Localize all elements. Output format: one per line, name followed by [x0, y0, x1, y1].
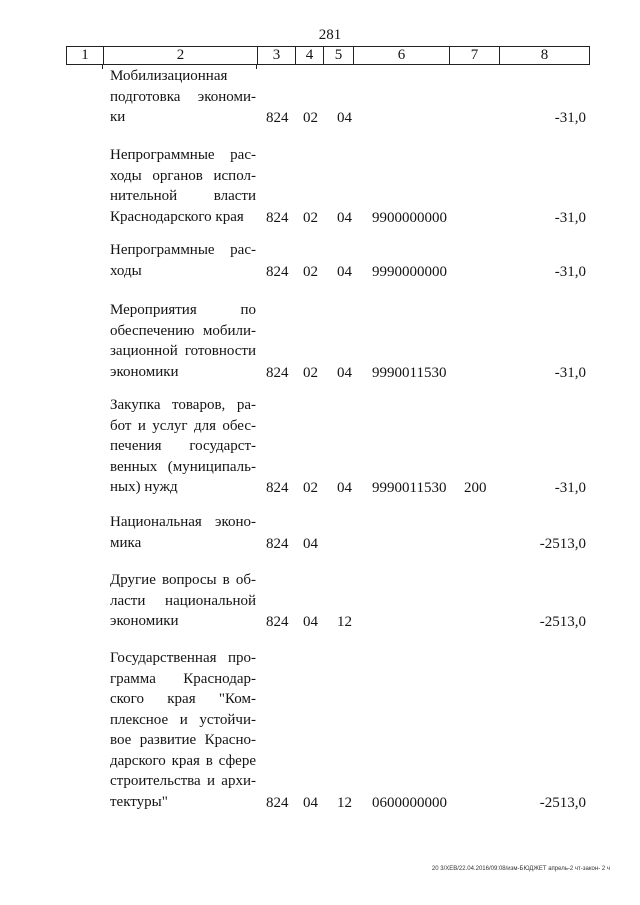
header-col-5: 5 — [323, 47, 353, 64]
row-name — [110, 648, 256, 812]
row-name-line: экономики — [110, 613, 179, 629]
row-name-line: строительства и архи- — [110, 773, 256, 789]
cell-c5: 04 — [337, 263, 352, 280]
cell-c3: 824 — [266, 263, 289, 280]
cell-c4: 04 — [303, 794, 318, 811]
row-name-line: ки — [110, 109, 126, 125]
cell-c6: 9900000000 — [372, 209, 447, 226]
row-name — [110, 300, 256, 382]
cell-c8: -31,0 — [554, 110, 586, 126]
row-name-line: мика — [110, 534, 142, 551]
cell-c7: 200 — [464, 480, 487, 496]
cell-c8: -31,0 — [554, 263, 586, 280]
row-name-line: вое развитие Красно- — [110, 732, 256, 748]
row-name-line: обеспечению мобили- — [110, 322, 256, 339]
header-divider-tick — [102, 64, 103, 69]
row-name-line: Мероприятия по — [110, 302, 256, 318]
header-col-4: 4 — [295, 47, 323, 64]
header-col-1: 1 — [81, 47, 89, 63]
page-number: 281 — [318, 27, 342, 43]
row-name-line: Краснодарского края — [110, 208, 244, 225]
row-name-line: ходы — [110, 262, 142, 279]
row-name-line: Непрограммные рас- — [110, 242, 256, 258]
row-name-line: Закупка товаров, ра- — [110, 397, 256, 413]
cell-c3: 824 — [266, 614, 289, 630]
header-col-8: 8 — [499, 47, 589, 64]
cell-c8: -2513,0 — [539, 535, 586, 552]
row-name-line: тектуры" — [110, 793, 168, 810]
cell-c6: 0600000000 — [372, 794, 447, 811]
cell-c6: 9990011530 — [372, 364, 447, 381]
cell-c4: 02 — [303, 263, 318, 280]
cell-c5: 04 — [337, 480, 352, 496]
row-name — [110, 570, 256, 632]
row-name-line: подготовка экономи- — [110, 88, 256, 105]
row-name — [110, 240, 256, 281]
row-name-line: ных) нужд — [110, 479, 178, 495]
cell-c4: 02 — [303, 480, 318, 496]
row-name-line: плексное и устойчи- — [110, 711, 256, 728]
cell-c4: 04 — [303, 535, 318, 552]
cell-c4: 02 — [303, 364, 318, 381]
row-name-line: бот и услуг для обес- — [110, 417, 256, 434]
cell-c5: 04 — [337, 209, 352, 226]
cell-c6: 9990000000 — [372, 263, 447, 280]
row-name — [110, 66, 256, 128]
row-name — [110, 395, 256, 498]
row-name-line: нительной власти — [110, 188, 256, 204]
header-col-3: 3 — [257, 47, 295, 64]
cell-c3: 824 — [266, 209, 289, 226]
row-name — [110, 512, 256, 553]
row-name — [110, 145, 256, 227]
cell-c8: -31,0 — [554, 209, 586, 226]
cell-c8: -2513,0 — [539, 614, 586, 630]
cell-c8: -31,0 — [554, 480, 586, 496]
cell-c3: 824 — [266, 110, 289, 126]
cell-c5: 12 — [337, 614, 352, 630]
row-name-line: Другие вопросы в об- — [110, 572, 256, 588]
row-name-line: венных (муниципаль- — [110, 458, 256, 475]
cell-c4: 02 — [303, 209, 318, 226]
row-name-line: Национальная эконо- — [110, 514, 256, 530]
cell-c3: 824 — [266, 535, 289, 552]
cell-c8: -31,0 — [554, 364, 586, 381]
row-name-line: ского края "Ком- — [110, 691, 256, 707]
cell-c3: 824 — [266, 794, 289, 811]
row-name-line: грамма Краснодар- — [110, 670, 256, 687]
cell-c8: -2513,0 — [539, 794, 586, 811]
row-name-line: дарского края в сфере — [110, 752, 256, 769]
header-col-6: 6 — [353, 47, 449, 64]
header-col-7: 7 — [449, 47, 499, 64]
row-name-line: ласти национальной — [110, 592, 256, 609]
row-name-line: Мобилизационная — [110, 68, 228, 84]
cell-c5: 04 — [337, 364, 352, 381]
row-name-line: Государственная про- — [110, 650, 256, 666]
row-name-line: зационной готовности — [110, 343, 256, 359]
cell-c5: 12 — [337, 794, 352, 811]
table-header-row — [66, 46, 590, 65]
row-name-line: Непрограммные рас- — [110, 147, 256, 163]
row-name-line: печения государст- — [110, 438, 256, 454]
cell-c4: 04 — [303, 614, 318, 630]
cell-c6: 9990011530 — [372, 480, 447, 496]
cell-c3: 824 — [266, 364, 289, 381]
row-name-line: ходы органов испол- — [110, 167, 256, 184]
cell-c4: 02 — [303, 110, 318, 126]
cell-c5: 04 — [337, 110, 352, 126]
row-name-line: экономики — [110, 363, 179, 380]
cell-c3: 824 — [266, 480, 289, 496]
header-col-2: 2 — [103, 47, 257, 64]
header-divider-tick — [256, 64, 257, 69]
footer-stamp: 20 3/ХЕВ/22.04.2016/09:08/изм-БЮДЖЕТ апрель-2 чт-закон- 2 ч — [431, 866, 610, 872]
